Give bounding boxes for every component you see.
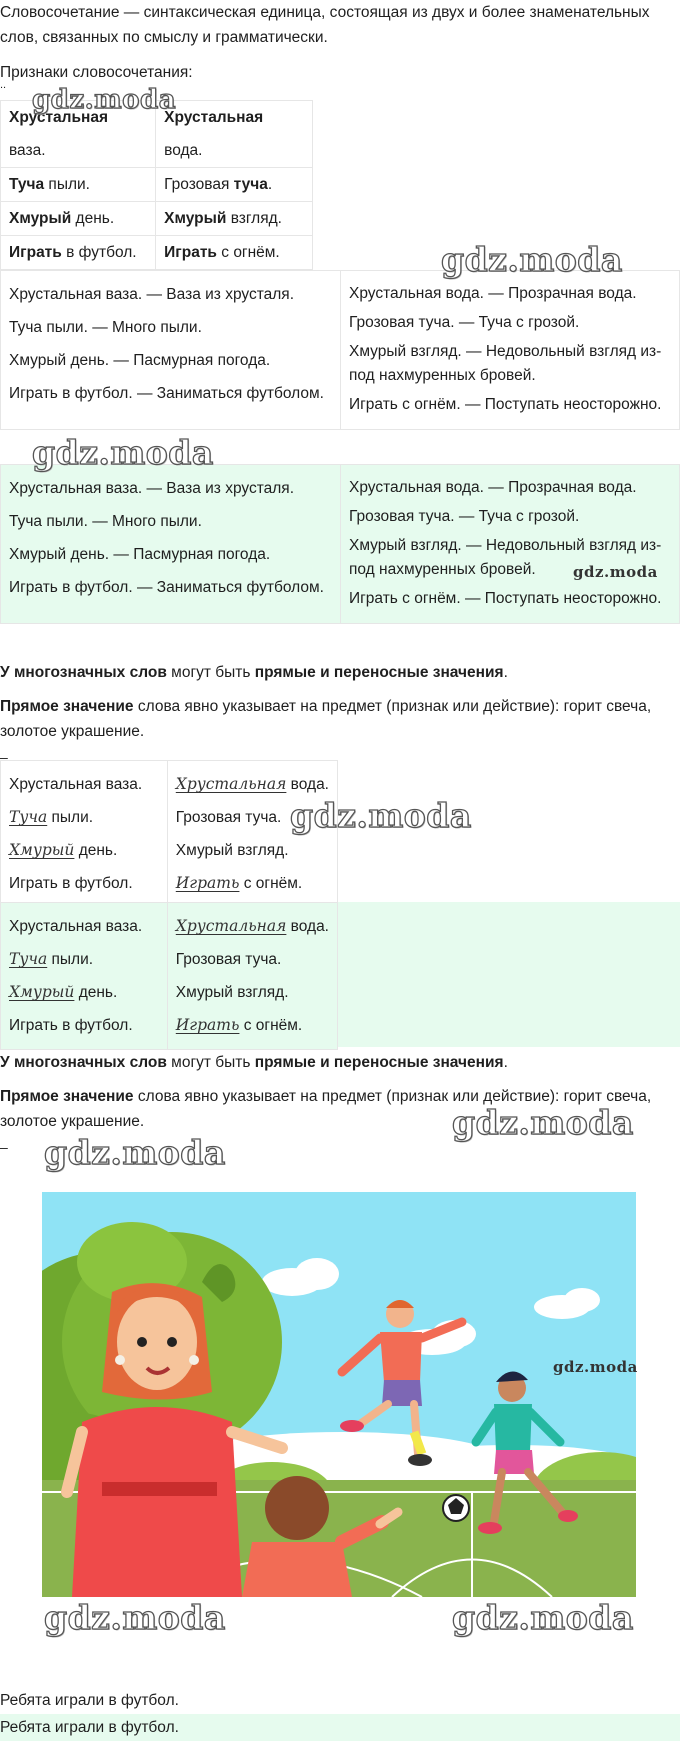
figurative-word: Туча	[9, 950, 48, 968]
phrase: Грозовая туча.	[175, 951, 282, 968]
phrase-meaning: Хрустальная вода. — Прозрачная вода.	[349, 479, 637, 496]
phrase-meaning: Играть с огнём. — Поступать неосторожно.	[349, 590, 662, 607]
phrase-meaning: Хрустальная ваза. — Ваза из хрусталя.	[9, 286, 295, 303]
phrase: Хрустальная вода.	[175, 917, 329, 935]
phrase: Хрустальная ваза.	[9, 776, 143, 793]
answer-sentence: Ребята играли в футбол.	[0, 1692, 179, 1709]
phrase: Играть с огнём.	[175, 874, 303, 892]
table-row	[1, 271, 680, 430]
phrase: Хмурый взгляд.	[175, 984, 289, 1001]
table-figurative-answer	[0, 902, 338, 1050]
table-cell: Хмурый день.	[1, 202, 156, 236]
dots: ..	[0, 79, 7, 91]
table-row	[1, 761, 338, 908]
phrase-meaning: Играть в футбол. — Заниматься футболом.	[9, 579, 324, 596]
phrase-meaning: Хрустальная ваза. — Ваза из хрусталя.	[9, 480, 295, 497]
phrase: Туча пыли.	[9, 950, 94, 968]
table-cell: Туча пыли.	[1, 168, 156, 202]
signs-label: Признаки словосочетания:	[0, 64, 193, 81]
watermark: gdz.moda	[290, 796, 472, 835]
phrase-meaning: Туча пыли. — Много пыли.	[9, 513, 202, 530]
football-illustration	[42, 1192, 636, 1597]
table-cell: Играть в футбол.	[1, 236, 156, 270]
polysemy-sentence: У многозначных слов могут быть прямые и переносные значения.	[0, 664, 508, 681]
table-row	[1, 168, 313, 202]
answer-sentence-highlight: Ребята играли в футбол.	[0, 1714, 680, 1741]
phrase: Хрустальная вода.	[175, 775, 329, 793]
table-cell: Играть с огнём.	[156, 236, 313, 270]
phrase: Хрустальная ваза.	[9, 918, 143, 935]
watermark: gdz.moda	[44, 1598, 226, 1637]
table-row	[1, 202, 313, 236]
phrase-meaning: Хмурый взгляд. — Недовольный взгляд из-под нахмуренных бровей.	[349, 537, 662, 578]
phrase-meaning: Хмурый взгляд. — Недовольный взгляд из-под нахмуренных бровей.	[349, 343, 662, 384]
phrase-meaning: Хмурый день. — Пасмурная погода.	[9, 546, 271, 563]
phrase-meaning: Играть в футбол. — Заниматься футболом.	[9, 385, 324, 402]
phrase-meaning: Играть с огнём. — Поступать неосторожно.	[349, 396, 662, 413]
definition-text: Словосочетание — синтаксическая единица, состоящая из двух и более знаменательных слов, связанных по смыслу и грамматически.	[0, 4, 650, 46]
watermark: gdz.moda	[441, 240, 623, 279]
figurative-word: Хрустальная	[175, 775, 287, 793]
phrase: Хмурый взгляд.	[175, 842, 289, 859]
figurative-word: Хмурый	[9, 841, 75, 859]
watermark: gdz.moda	[452, 1103, 634, 1142]
phrase: Туча пыли.	[9, 808, 94, 826]
table-cell: Хмурый взгляд.	[156, 202, 313, 236]
figurative-word: Играть	[175, 874, 240, 892]
figurative-word: Хрустальная	[175, 917, 287, 935]
phrase-meaning: Хрустальная вода. — Прозрачная вода.	[349, 285, 637, 302]
phrase: Хмурый день.	[9, 841, 118, 859]
phrase: Хмурый день.	[9, 983, 118, 1001]
table-phrases-basic	[0, 100, 313, 270]
dash: –	[0, 1139, 8, 1155]
table-row	[1, 465, 680, 624]
watermark: gdz.moda	[32, 85, 177, 115]
direct-meaning-text: Прямое значение слова явно указывает на предмет (признак или действие): горит свеча, золотое украшение.	[0, 698, 652, 740]
phrase: Играть с огнём.	[175, 1016, 303, 1034]
watermark: gdz.moda	[32, 433, 214, 472]
watermark: gdz.moda	[44, 1133, 226, 1172]
phrase: Играть в футбол.	[9, 875, 133, 892]
table-cell: Хрустальная вода.	[156, 101, 313, 168]
figurative-word: Играть	[175, 1016, 240, 1034]
phrase-meaning: Туча пыли. — Много пыли.	[9, 319, 202, 336]
dash: –	[0, 749, 8, 765]
phrase-meaning: Хмурый день. — Пасмурная погода.	[9, 352, 271, 369]
polysemy-sentence: У многозначных слов могут быть прямые и переносные значения.	[0, 1054, 508, 1071]
watermark: gdz.moda	[573, 563, 658, 581]
table-figurative	[0, 760, 338, 908]
watermark: gdz.moda	[553, 1358, 638, 1376]
phrase: Играть в футбол.	[9, 1017, 133, 1034]
table-meanings-answer	[0, 464, 680, 624]
phrase-meaning: Грозовая туча. — Туча с грозой.	[349, 508, 580, 525]
table-row	[1, 236, 313, 270]
direct-meaning-text: Прямое значение слова явно указывает на предмет (признак или действие): горит свеча, золотое украшение.	[0, 1088, 652, 1130]
figurative-word: Хмурый	[9, 983, 75, 1001]
table-row	[1, 903, 338, 1050]
phrase-meaning: Грозовая туча. — Туча с грозой.	[349, 314, 580, 331]
table-meanings	[0, 270, 680, 430]
phrase: Грозовая туча.	[175, 809, 282, 826]
table-cell: Хрустальная ваза.	[1, 101, 156, 168]
watermark: gdz.moda	[452, 1598, 634, 1637]
figurative-word: Туча	[9, 808, 48, 826]
table-cell: Грозовая туча.	[156, 168, 313, 202]
